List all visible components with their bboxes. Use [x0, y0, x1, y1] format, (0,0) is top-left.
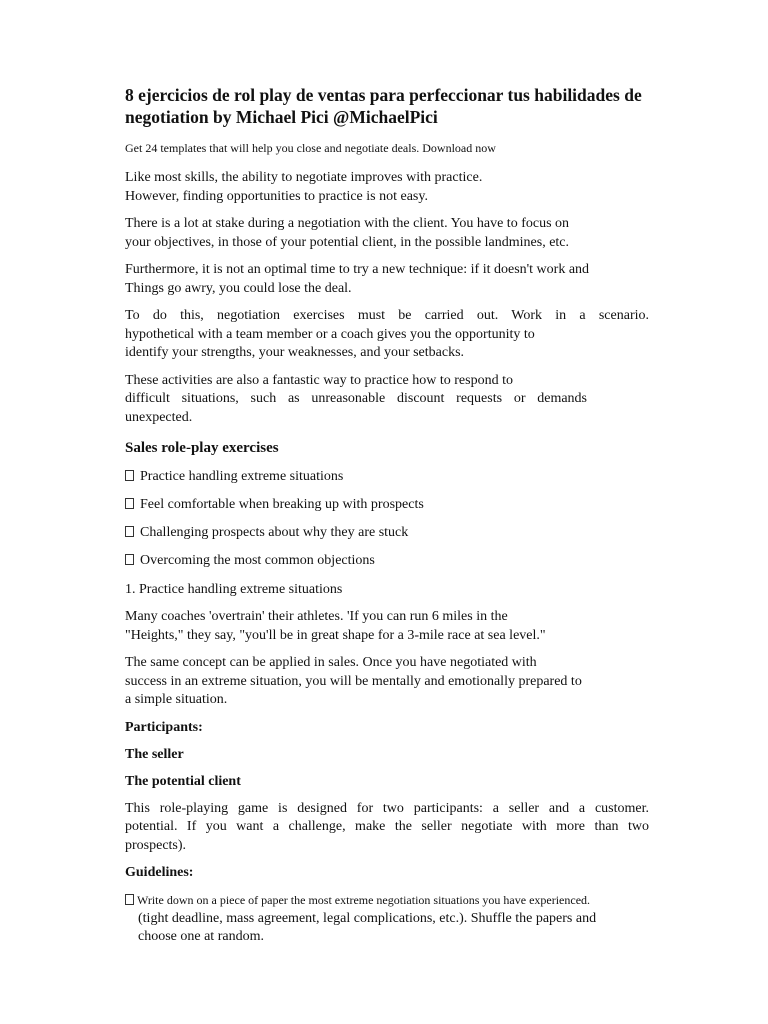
participants-label: Participants: [125, 719, 203, 735]
document-body [125, 84, 649, 946]
section-heading: Sales role-play exercises [125, 440, 279, 456]
participant-seller: The seller [125, 746, 184, 762]
exercise-paragraph [125, 654, 649, 710]
text-line: To do this, negotiation exercises must be carried out. Work in a scenario. [125, 308, 649, 323]
participant-client: The potential client [125, 773, 241, 789]
list-item-label: Feel comfortable when breaking up with prospects [140, 497, 424, 512]
text-line: Like most skills, the ability to negotiate improves with practice. [125, 170, 483, 185]
checkbox-glyph-icon [125, 894, 134, 905]
intro-paragraph [125, 215, 649, 252]
list-item-label: Challenging prospects about why they are stuck [140, 525, 409, 540]
text-line: "Heights," they say, "you'll be in great shape for a 3-mile race at sea level." [125, 627, 546, 643]
text-line: Many coaches 'overtrain' their athletes. 'If you can run 6 miles in the [125, 609, 508, 624]
guideline-first-line [125, 893, 590, 907]
roleplay-paragraph [125, 800, 649, 856]
exercise-title: 1. Practice handling extreme situations [125, 582, 343, 597]
checkbox-glyph-icon [125, 554, 134, 565]
text-line: identify your strengths, your weaknesses, and your setbacks. [125, 345, 465, 360]
guidelines-label: Guidelines: [125, 865, 194, 880]
text-line: a simple situation. [125, 692, 228, 707]
list-item [125, 467, 649, 486]
text-line: potential. If you want a challenge, make the seller negotiate with more than two [125, 819, 649, 834]
text-line: The same concept can be applied in sales. Once you have negotiated with [125, 655, 537, 670]
list-item [125, 523, 649, 542]
list-item [125, 495, 649, 514]
text-line: choose one at random. [138, 929, 264, 944]
intro-paragraph [125, 372, 649, 428]
text-line: These activities are also a fantastic way to practice how to respond to [125, 372, 513, 388]
text-line: Write down on a piece of paper the most extreme negotiation situations you have experienced. [137, 893, 591, 907]
checkbox-glyph-icon [125, 470, 134, 481]
text-line: This role-playing game is designed for two participants: a seller and a customer. [125, 800, 649, 816]
intro-paragraph [125, 261, 649, 298]
text-line: However, finding opportunities to practice is not easy. [125, 188, 428, 204]
text-line: Things go awry, you could lose the deal. [125, 280, 352, 296]
intro-paragraph [125, 307, 649, 363]
list-item [125, 551, 649, 570]
intro-paragraph [125, 169, 649, 206]
text-line: difficult situations, such as unreasonable discount requests or demands [125, 391, 587, 406]
document-title: 8 ejercicios de rol play de ventas para perfeccionar tus habilidades de negotiation by Michael Pici @MichaelPici [125, 85, 642, 127]
exercise-paragraph [125, 608, 649, 645]
list-item-label: Practice handling extreme situations [140, 469, 344, 484]
text-line: hypothetical with a team member or a coach gives you the opportunity to [125, 326, 535, 342]
guideline-item [125, 891, 649, 946]
checkbox-glyph-icon [125, 526, 134, 537]
text-line: your objectives, in those of your potential client, in the possible landmines, etc. [125, 234, 570, 250]
text-line: success in an extreme situation, you will be mentally and emotionally prepared to [125, 673, 582, 689]
text-line: (tight deadline, mass agreement, legal complications, etc.). Shuffle the papers and [138, 911, 597, 926]
download-note: Get 24 templates that will help you close and negotiate deals. Download now [125, 141, 496, 155]
text-line: Furthermore, it is not an optimal time to try a new technique: if it doesn't work and [125, 262, 590, 277]
checkbox-glyph-icon [125, 498, 134, 509]
text-line: prospects). [125, 837, 187, 853]
text-line: unexpected. [125, 409, 193, 425]
text-line: There is a lot at stake during a negotiation with the client. You have to focus on [125, 216, 570, 231]
list-item-label: Overcoming the most common objections [140, 553, 375, 568]
